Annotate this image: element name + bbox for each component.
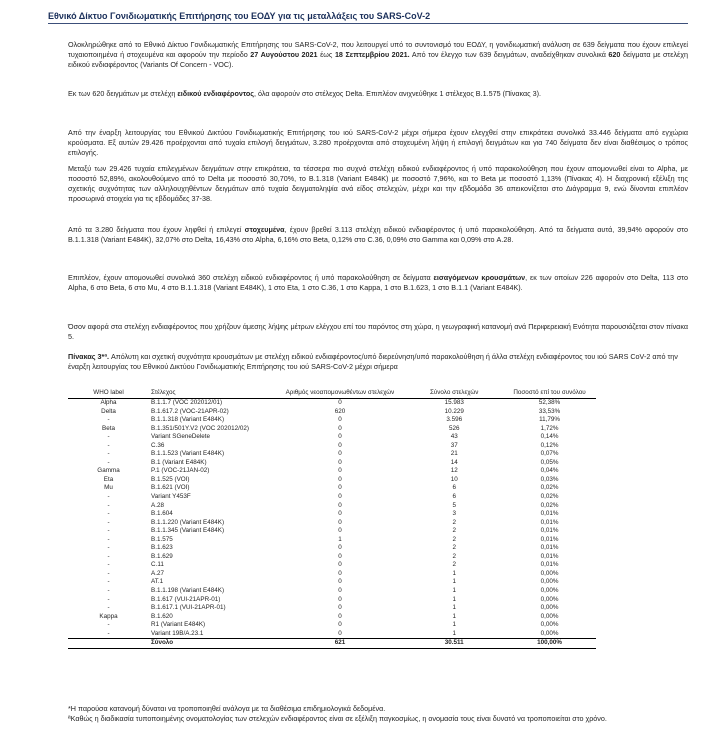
strain-cell: C.11 bbox=[151, 561, 164, 569]
total-cell: 12 bbox=[450, 467, 458, 475]
total-cell: 10.229 bbox=[444, 407, 464, 415]
strain-cell: B.1.525 (VOI) bbox=[151, 475, 190, 483]
percentage-cell: 1,72% bbox=[540, 424, 559, 432]
percentage-cell: 0,00% bbox=[540, 621, 559, 629]
strain-cell: B.1.617.2 (VOC-21APR-02) bbox=[151, 407, 229, 415]
who-label-cell: - bbox=[107, 629, 110, 637]
total-cell: 2 bbox=[452, 527, 456, 535]
total-cell: 1 bbox=[452, 578, 456, 586]
strain-cell: B.1.617 (VUI-21APR-01) bbox=[151, 595, 221, 603]
total-cell: 526 bbox=[448, 424, 460, 432]
text-span: Από τον έλεγχο των 639 δειγμάτων, αναδείχθηκαν συνολικά bbox=[409, 50, 609, 59]
percentage-cell: 0,00% bbox=[540, 629, 559, 637]
table-row bbox=[68, 433, 596, 442]
strain-cell: B.1.1.198 (Variant E484K) bbox=[151, 587, 225, 595]
strain-cell: Variant Y453F bbox=[151, 493, 191, 501]
total-cell: 14 bbox=[450, 458, 458, 466]
new-isolates-cell: 0 bbox=[338, 544, 342, 552]
who-label-cell: - bbox=[107, 544, 110, 552]
strain-cell: Variant SGeneDelete bbox=[151, 433, 211, 441]
new-isolates-cell: 0 bbox=[338, 475, 342, 483]
percentage-cell: 0,00% bbox=[540, 604, 559, 612]
who-label-cell: Gamma bbox=[97, 467, 120, 475]
table-row bbox=[68, 519, 596, 528]
total-total-cell: 30.511 bbox=[405, 639, 503, 649]
strain-cell: P.1 (VOC-21JAN-02) bbox=[151, 467, 210, 475]
table-caption-text: Απόλυτη και σχετική συχνότητα κρουσμάτων με στελέχη ειδικού ενδιαφέροντος/υπό διερεύνηση/υπό παρακολούθηση ή άλλα στελέχη ενδιαφέροντος του ιού SARS CoV-2 από την έναρξη λειτουργίας του Εθνικού Δικτύου Γονιδιωματικής Επιτήρησης του ιού SARS-CoV-2 μέχρι σήμερα bbox=[68, 352, 678, 371]
table-notes bbox=[68, 704, 688, 724]
table-total-row bbox=[68, 639, 596, 649]
paragraph-imported-cases bbox=[68, 273, 688, 293]
who-label-cell: - bbox=[107, 510, 110, 518]
new-isolates-cell: 0 bbox=[338, 561, 342, 569]
total-cell: 3 bbox=[452, 510, 456, 518]
new-isolates-cell: 0 bbox=[338, 424, 342, 432]
table-row bbox=[68, 578, 596, 587]
footnote-asterisk: *Η παρούσα κατανομή δύναται να τροποποιηθεί ανάλογα με τα διαθέσιμα επιδημιολογικά δεδομένα. bbox=[68, 704, 386, 713]
total-cell: 1 bbox=[452, 595, 456, 603]
percentage-cell: 0,05% bbox=[540, 458, 559, 466]
percentage-cell: 0,00% bbox=[540, 569, 559, 577]
table-body bbox=[68, 399, 596, 649]
who-label-cell: - bbox=[107, 587, 110, 595]
strain-cell: B.1.620 bbox=[151, 612, 173, 620]
total-cell: 3.596 bbox=[446, 416, 463, 424]
strain-cell: A.28 bbox=[151, 501, 164, 509]
new-isolates-cell: 0 bbox=[338, 587, 342, 595]
new-isolates-cell: 0 bbox=[338, 433, 342, 441]
new-isolates-cell: 0 bbox=[338, 493, 342, 501]
percentage-cell: 0,02% bbox=[540, 484, 559, 492]
paragraph-random-samples: Μεταξύ των 29.426 τυχαία επιλεγμένων δειγμάτων στην επικράτεια, τα τέσσερα πιο συχνά στελέχη ειδικού ενδιαφέροντος ή υπό παρακολούθηση που έχουν απομονωθεί είναι το Alpha, με ποσοστό 52,89%, ακολουθούμενο από το Delta με ποσοστό 30,70%, το B.1.318 (Variant E484K) με ποσοστό 7,96%, και το Beta με ποσοστό 1,13% (Πίνακας 4). Η διαχρονική εξέλιξη της σχετικής συχνότητας των αλληλουχηθέντων δειγμάτων από τυχαία δειγματοληψία ανά είδος στελεχών, μέχρι και την εβδομάδα 36 απεικονίζεται στο Διάγραμμα 9, ενώ δίνονται επιπλέον προσωρινά στοιχεία για τις εβδομάδες 37-38. bbox=[68, 164, 688, 203]
percentage-cell: 0,07% bbox=[540, 450, 559, 458]
strain-cell: B.1.617.1 (VUI-21APR-01) bbox=[151, 604, 226, 612]
new-isolates-cell: 0 bbox=[338, 458, 342, 466]
table-row bbox=[68, 442, 596, 451]
table-row bbox=[68, 408, 596, 417]
table-row bbox=[68, 570, 596, 579]
total-cell: 1 bbox=[452, 612, 456, 620]
total-new-isolates-cell: 621 bbox=[275, 639, 406, 649]
new-isolates-cell: 0 bbox=[338, 612, 342, 620]
total-percentage-cell: 100,00% bbox=[503, 639, 596, 649]
who-label-cell: - bbox=[107, 578, 110, 586]
new-isolates-cell: 0 bbox=[338, 518, 342, 526]
who-label-cell: - bbox=[107, 458, 110, 466]
paragraph-targeted-samples bbox=[68, 225, 688, 245]
who-label-cell: Alpha bbox=[100, 399, 117, 406]
total-cell: 1 bbox=[452, 629, 456, 637]
who-label-cell: - bbox=[107, 501, 110, 509]
strain-cell: B.1.1.7 (VOC 202012/01) bbox=[151, 399, 223, 406]
who-label-cell: - bbox=[107, 595, 110, 603]
who-label-cell: Eta bbox=[103, 475, 114, 483]
text-span: έως bbox=[317, 50, 335, 59]
table-row bbox=[68, 587, 596, 596]
total-cell: 5 bbox=[452, 501, 456, 509]
percentage-cell: 0,01% bbox=[540, 552, 559, 560]
percentage-cell: 0,01% bbox=[540, 561, 559, 569]
strain-cell: B.1.575 bbox=[151, 535, 173, 543]
strain-cell: AT.1 bbox=[151, 578, 164, 586]
text-span: Ολοκληρώθηκε από το Εθνικό Δίκτυο Γονιδιωματικής Επιτήρησης του SARS-CoV-2, που λειτουργεί υπό το συντονισμό του ΕΟΔΥ, η γονιδιωματική ανάλυση σε 639 δείγματα που έχουν επιλεγεί τυχαιοποιημένα ή στοχευμένα και αφορούν την περίοδο bbox=[68, 40, 688, 59]
table-row bbox=[68, 536, 596, 545]
strain-cell: B.1.623 bbox=[151, 544, 173, 552]
strain-cell: B.1.1.220 (Variant E484K) bbox=[151, 518, 225, 526]
document-title: Εθνικό Δίκτυο Γονιδιωματικής Επιτήρησης του ΕΟΔΥ για τις μεταλλάξεις του SARS-CoV-2 bbox=[48, 11, 688, 24]
table-row bbox=[68, 476, 596, 485]
new-isolates-cell: 0 bbox=[338, 501, 342, 509]
table-header-row bbox=[68, 384, 596, 399]
percentage-cell: 0,02% bbox=[540, 493, 559, 501]
text-span: , όλα αφορούν στο στέλεχος Delta. Επιπλέον ανιχνεύθηκε 1 στέλεχος B.1.575 (Πίνακας 3). bbox=[253, 89, 542, 98]
table-row bbox=[68, 493, 596, 502]
percentage-cell: 0,00% bbox=[540, 612, 559, 620]
text-span: , έχουν βρεθεί 3.113 στελέχη ειδικού ενδιαφέροντος ή υπό παρακολούθηση. Από τα δείγματα αυτά, 39,94% αφορούν στο B.1.1.318 (Variant E484K), 32,07% στο Delta, 16,43% στο Alpha, 6,16% στο Beta, 0,12% στο C.36, 0,09% στο Gamma και 0,09% στο A.28. bbox=[68, 225, 688, 244]
table-row bbox=[68, 510, 596, 519]
table-row bbox=[68, 553, 596, 562]
new-isolates-cell: 0 bbox=[338, 552, 342, 560]
emphasis: στοχευμένα bbox=[244, 225, 285, 234]
table-caption bbox=[68, 352, 688, 372]
column-header-who-label: WHO label bbox=[68, 384, 149, 399]
table-row bbox=[68, 467, 596, 476]
percentage-cell: 33,53% bbox=[538, 407, 561, 415]
strain-cell: B.1.1.318 (Variant E484K) bbox=[151, 416, 225, 424]
text-span: Εκ των 620 δειγμάτων με στελέχη bbox=[68, 89, 178, 98]
paragraph-summary bbox=[68, 40, 688, 70]
text-span: δείγματα με στελέχη ειδικού ενδιαφέροντος (Variants Of Concern - VOC). bbox=[68, 50, 689, 69]
percentage-cell: 0,03% bbox=[540, 475, 559, 483]
strain-cell: B.1.629 bbox=[151, 552, 173, 560]
total-who-label-cell bbox=[68, 639, 149, 649]
new-isolates-cell: 1 bbox=[338, 535, 342, 543]
period-end: 18 Σεπτεμβρίου 2021. bbox=[334, 50, 410, 59]
new-isolates-cell: 0 bbox=[338, 629, 342, 637]
total-cell: 1 bbox=[452, 587, 456, 595]
new-isolates-cell: 0 bbox=[338, 450, 342, 458]
total-cell: 1 bbox=[452, 621, 456, 629]
who-label-cell: - bbox=[107, 433, 110, 441]
table-row bbox=[68, 416, 596, 425]
who-label-cell: Delta bbox=[101, 407, 116, 415]
who-label-cell: - bbox=[107, 441, 110, 449]
period-start: 27 Αυγούστου 2021 bbox=[250, 50, 318, 59]
column-header-strain: Στέλεχος bbox=[149, 384, 275, 399]
total-cell: 43 bbox=[450, 433, 458, 441]
percentage-cell: 0,04% bbox=[540, 467, 559, 475]
table-row bbox=[68, 561, 596, 570]
total-cell: 2 bbox=[452, 535, 456, 543]
percentage-cell: 0,00% bbox=[540, 587, 559, 595]
who-label-cell: - bbox=[107, 535, 110, 543]
column-header-percentage: Ποσοστό επί του συνόλου bbox=[503, 384, 596, 399]
who-label-cell: - bbox=[107, 450, 110, 458]
strain-cell: B.1 (Variant E484K) bbox=[151, 458, 207, 466]
table-row bbox=[68, 459, 596, 468]
strain-cell: Variant 19B/A.23.1 bbox=[151, 629, 204, 637]
strain-cell: R1 (Variant E484K) bbox=[151, 621, 206, 629]
total-cell: 10 bbox=[450, 475, 458, 483]
column-header-new-isolates: Αριθμός νεοαπομονωθέντων στελεχών bbox=[275, 384, 406, 399]
strain-cell: B.1.1.523 (Variant E484K) bbox=[151, 450, 225, 458]
percentage-cell: 0,00% bbox=[540, 578, 559, 586]
new-isolates-cell: 0 bbox=[338, 569, 342, 577]
percentage-cell: 0,14% bbox=[540, 433, 559, 441]
strain-cell: B.1.351/501Y.V2 (VOC 202012/02) bbox=[151, 424, 249, 432]
total-cell: 1 bbox=[452, 604, 456, 612]
who-label-cell: - bbox=[107, 561, 110, 569]
who-label-cell: - bbox=[107, 527, 110, 535]
who-label-cell: - bbox=[107, 552, 110, 560]
strain-cell: A.27 bbox=[151, 569, 164, 577]
text-span: Επιπλέον, έχουν απομονωθεί συνολικά 360 στελέχη ειδικού ενδιαφέροντος ή υπό παρακολούθηση σε δείγματα bbox=[68, 273, 434, 282]
total-cell: 2 bbox=[452, 561, 456, 569]
who-label-cell: - bbox=[107, 569, 110, 577]
table-row bbox=[68, 450, 596, 459]
total-strain-cell: Σύνολο bbox=[149, 639, 275, 649]
new-isolates-cell: 0 bbox=[338, 416, 342, 424]
strain-cell: C.36 bbox=[151, 441, 165, 449]
percentage-cell: 0,01% bbox=[540, 527, 559, 535]
new-isolates-cell: 0 bbox=[338, 604, 342, 612]
variants-table bbox=[68, 384, 596, 649]
table-row bbox=[68, 544, 596, 553]
who-label-cell: - bbox=[107, 604, 110, 612]
who-label-cell: Kappa bbox=[99, 612, 118, 620]
new-isolates-cell: 0 bbox=[338, 441, 342, 449]
text-span: Από τα 3.280 δείγματα που έχουν ληφθεί ή επιλεγεί bbox=[68, 225, 245, 234]
who-label-cell: - bbox=[107, 518, 110, 526]
new-isolates-cell: 620 bbox=[334, 407, 346, 415]
total-cell: 1 bbox=[452, 569, 456, 577]
who-label-cell: - bbox=[107, 493, 110, 501]
total-cell: 21 bbox=[450, 450, 458, 458]
paragraph-geographic: Όσον αφορά στα στελέχη ενδιαφέροντος που χρήζουν άμεσης λήψης μέτρων ελέγχου επί του παρόντος στη χώρα, η γεωγραφική κατανομή ανά Περιφερειακή Ενότητα παρουσιάζεται στον πίνακα 5. bbox=[68, 322, 688, 341]
who-label-cell: - bbox=[107, 416, 110, 424]
percentage-cell: 52,38% bbox=[538, 399, 561, 406]
percentage-cell: 0,00% bbox=[540, 595, 559, 603]
percentage-cell: 0,01% bbox=[540, 535, 559, 543]
percentage-cell: 0,01% bbox=[540, 510, 559, 518]
new-isolates-cell: 0 bbox=[338, 621, 342, 629]
percentage-cell: 0,01% bbox=[540, 544, 559, 552]
table-row bbox=[68, 630, 596, 639]
who-label-cell: Mu bbox=[104, 484, 113, 492]
total-cell: 6 bbox=[452, 493, 456, 501]
paragraph-voc bbox=[68, 89, 688, 99]
total-cell: 6 bbox=[452, 484, 456, 492]
new-isolates-cell: 0 bbox=[338, 595, 342, 603]
voc-count: 620 bbox=[608, 50, 621, 59]
total-cell: 2 bbox=[452, 544, 456, 552]
table-row bbox=[68, 613, 596, 622]
total-cell: 2 bbox=[452, 518, 456, 526]
emphasis: ειδικού ενδιαφέροντος bbox=[177, 89, 254, 98]
new-isolates-cell: 0 bbox=[338, 578, 342, 586]
total-cell: 2 bbox=[452, 552, 456, 560]
emphasis: εισαγόμενων κρουσμάτων bbox=[433, 273, 526, 282]
percentage-cell: 11,79% bbox=[539, 416, 560, 424]
strain-cell: B.1.604 bbox=[151, 510, 173, 518]
new-isolates-cell: 0 bbox=[338, 467, 342, 475]
column-header-total: Σύνολο στελεχών bbox=[405, 384, 503, 399]
strain-cell: B.1.1.345 (Variant E484K) bbox=[151, 527, 225, 535]
table-row bbox=[68, 604, 596, 613]
table-row bbox=[68, 425, 596, 434]
new-isolates-cell: 0 bbox=[338, 527, 342, 535]
table-row bbox=[68, 484, 596, 493]
total-cell: 15.983 bbox=[444, 399, 464, 406]
percentage-cell: 0,02% bbox=[540, 501, 559, 509]
percentage-cell: 0,01% bbox=[540, 518, 559, 526]
percentage-cell: 0,12% bbox=[540, 441, 559, 449]
new-isolates-cell: 0 bbox=[338, 484, 342, 492]
total-cell: 37 bbox=[450, 441, 458, 449]
new-isolates-cell: 0 bbox=[338, 399, 342, 406]
paragraph-total-samples: Από την έναρξη λειτουργίας του Εθνικού Δικτύου Γονιδιωματικής Επιτήρησης του ιού SARS-CoV-2 μέχρι σήμερα έχουν ελεγχθεί στην επικράτεια συνολικά 33.446 δείγματα από εγχώρια κρούσματα. Εξ αυτών 29.426 προέρχονται από τυχαία επιλογή δειγμάτων, 3.280 προέρχονται από στοχευμένη λήψη ή επιλογή δειγμάτων και για 740 δείγματα δεν είναι διαθέσιμος ο τρόπος επιλογής. bbox=[68, 128, 688, 157]
table-row bbox=[68, 527, 596, 536]
table-row bbox=[68, 596, 596, 605]
table-caption-label: Πίνακας 3*ª. bbox=[68, 352, 109, 361]
strain-cell: B.1.621 (VOI) bbox=[151, 484, 190, 492]
table-row bbox=[68, 621, 596, 630]
footnote-naming: ªΚαθώς η διαδικασία τυποποιημένης ονοματολογίας των στελεχών ενδιαφέροντος είναι σε εξέλιξη παγκοσμίως, η ονομασία τους είναι δυνατό να τροποποιείται στο χρόνο. bbox=[68, 714, 607, 723]
new-isolates-cell: 0 bbox=[338, 510, 342, 518]
who-label-cell: Beta bbox=[102, 424, 115, 432]
who-label-cell: - bbox=[107, 621, 110, 629]
table-row bbox=[68, 399, 596, 408]
table-row bbox=[68, 502, 596, 511]
text-span: , εκ των οποίων 226 αφορούν στο Delta, 113 στο Alpha, 6 στο Beta, 6 στο Mu, 4 στο B.1.1.318 (Variant E484K), 1 στο Eta, 1 στο C.36, 1 στο Kappa, 1 στο B.1.623, 1 στο B.1.1 (Variant E484K). bbox=[68, 273, 688, 292]
